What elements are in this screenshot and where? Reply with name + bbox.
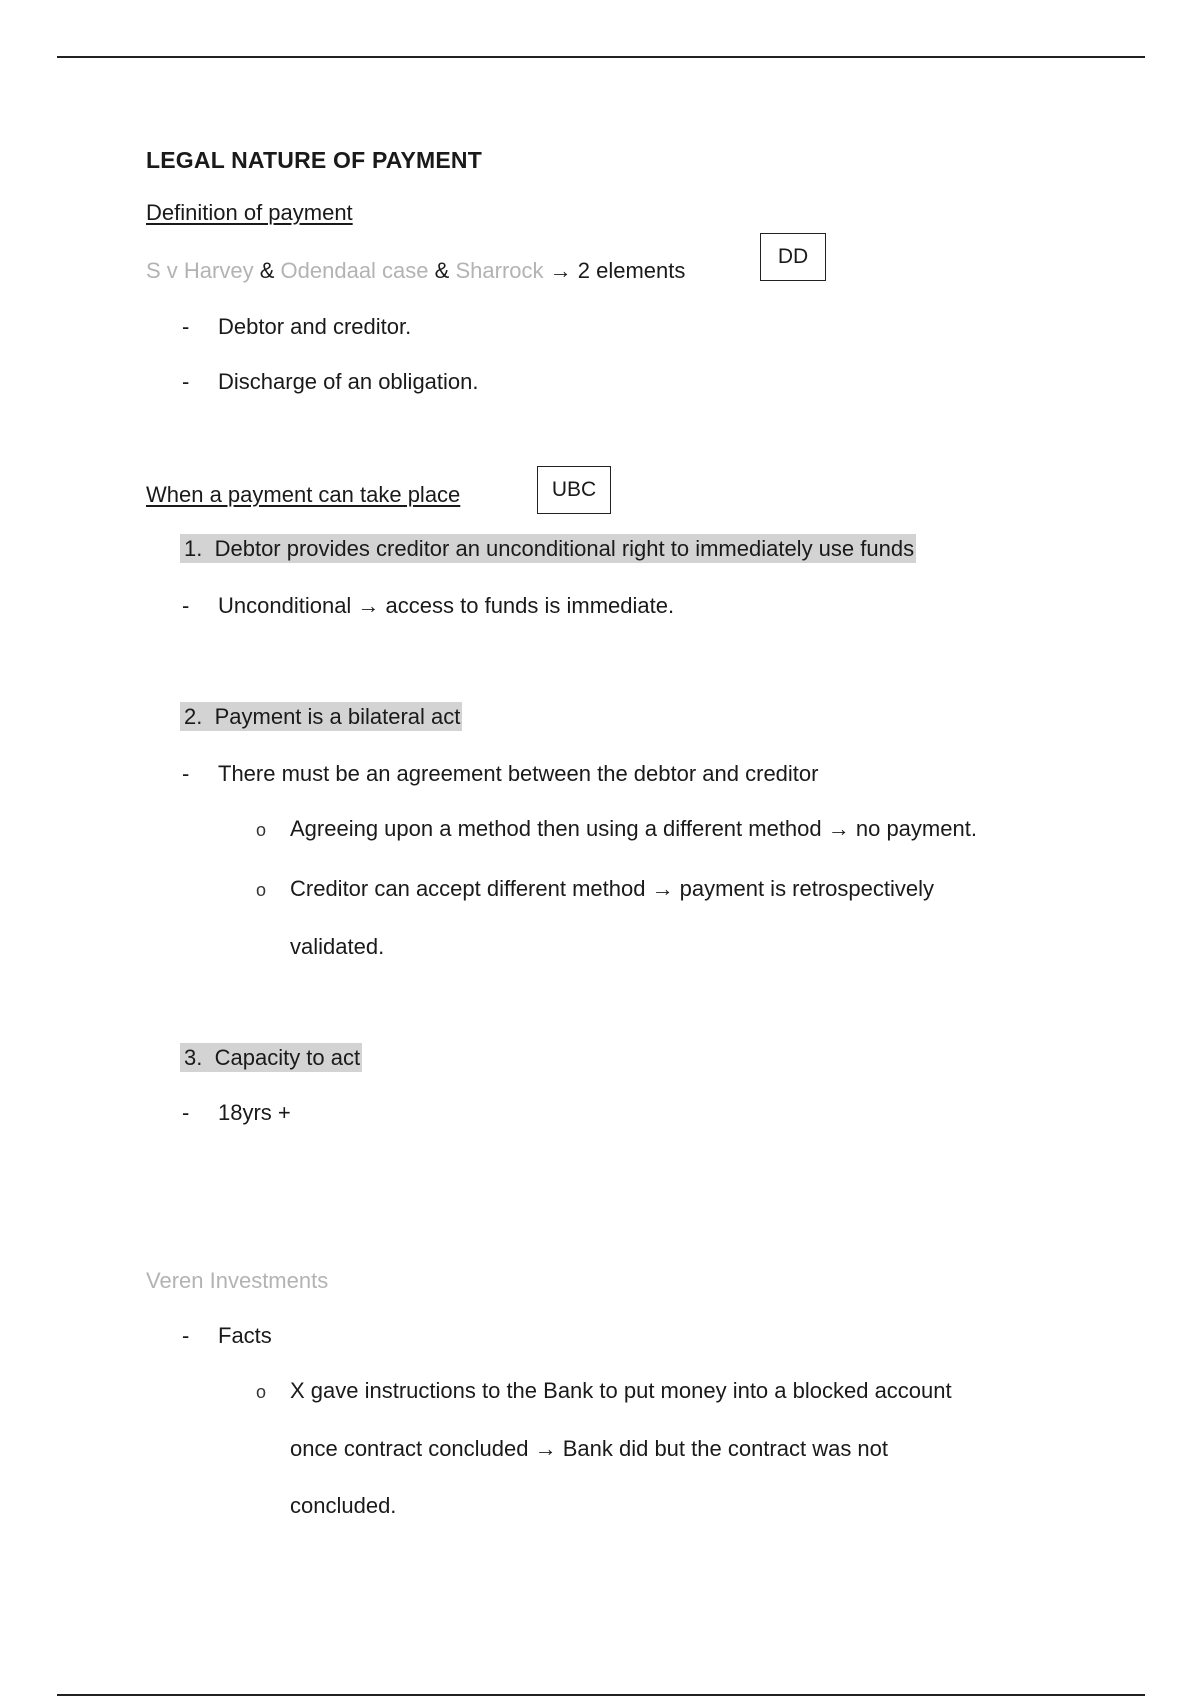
dd-box: DD [760, 233, 826, 281]
case-line [146, 257, 685, 285]
item-text: Debtor provides creditor an unconditional right to immediately use funds [214, 536, 915, 561]
case-sharrock: Sharrock [455, 258, 544, 283]
numbered-item-2 [180, 703, 462, 731]
elements-count: 2 elements [577, 258, 686, 283]
facts-line: X gave instructions to the Bank to put money into a blocked account [290, 1378, 952, 1403]
sub-item: 18yrs + [218, 1100, 291, 1125]
veren-heading: Veren Investments [146, 1268, 329, 1293]
circle-bullet-icon: o [256, 880, 267, 900]
circle-bullet-icon: o [256, 820, 267, 840]
point-item-continued: validated. [290, 934, 385, 959]
case-harvey: S v Harvey [146, 258, 254, 283]
point-item: Agreeing upon a method then using a different method → no payment. [290, 816, 977, 841]
facts-line: once contract concluded → Bank did but the contract was not [290, 1436, 889, 1461]
when-heading: When a payment can take place [146, 482, 461, 507]
sub-item: Unconditional → access to funds is immediate. [218, 593, 675, 618]
page-title: LEGAL NATURE OF PAYMENT [146, 147, 482, 173]
ubc-box: UBC [537, 466, 611, 514]
facts-line: concluded. [290, 1493, 397, 1518]
ampersand: & [259, 258, 275, 283]
ampersand: & [434, 258, 450, 283]
item-number: 3. [184, 1045, 203, 1070]
arrow-icon: → [549, 258, 572, 283]
definition-heading: Definition of payment [146, 200, 353, 225]
header-rule [57, 56, 1145, 58]
dash-bullet: - [182, 314, 190, 339]
dash-bullet: - [182, 1100, 190, 1125]
sub-item: There must be an agreement between the debtor and creditor [218, 761, 819, 786]
facts-label: Facts [218, 1323, 272, 1348]
circle-bullet-icon: o [256, 1382, 267, 1402]
dash-bullet: - [182, 1323, 190, 1348]
element-item: Debtor and creditor. [218, 314, 412, 339]
numbered-item-1 [180, 535, 916, 563]
item-number: 2. [184, 704, 203, 729]
item-number: 1. [184, 536, 203, 561]
element-item: Discharge of an obligation. [218, 369, 479, 394]
item-text: Payment is a bilateral act [214, 704, 461, 729]
dash-bullet: - [182, 369, 190, 394]
dash-bullet: - [182, 593, 190, 618]
point-item: Creditor can accept different method → payment is retrospectively [290, 876, 935, 901]
dash-bullet: - [182, 761, 190, 786]
footer-rule [57, 1694, 1145, 1696]
item-text: Capacity to act [214, 1045, 361, 1070]
case-odendaal: Odendaal case [280, 258, 429, 283]
numbered-item-3 [180, 1044, 362, 1072]
